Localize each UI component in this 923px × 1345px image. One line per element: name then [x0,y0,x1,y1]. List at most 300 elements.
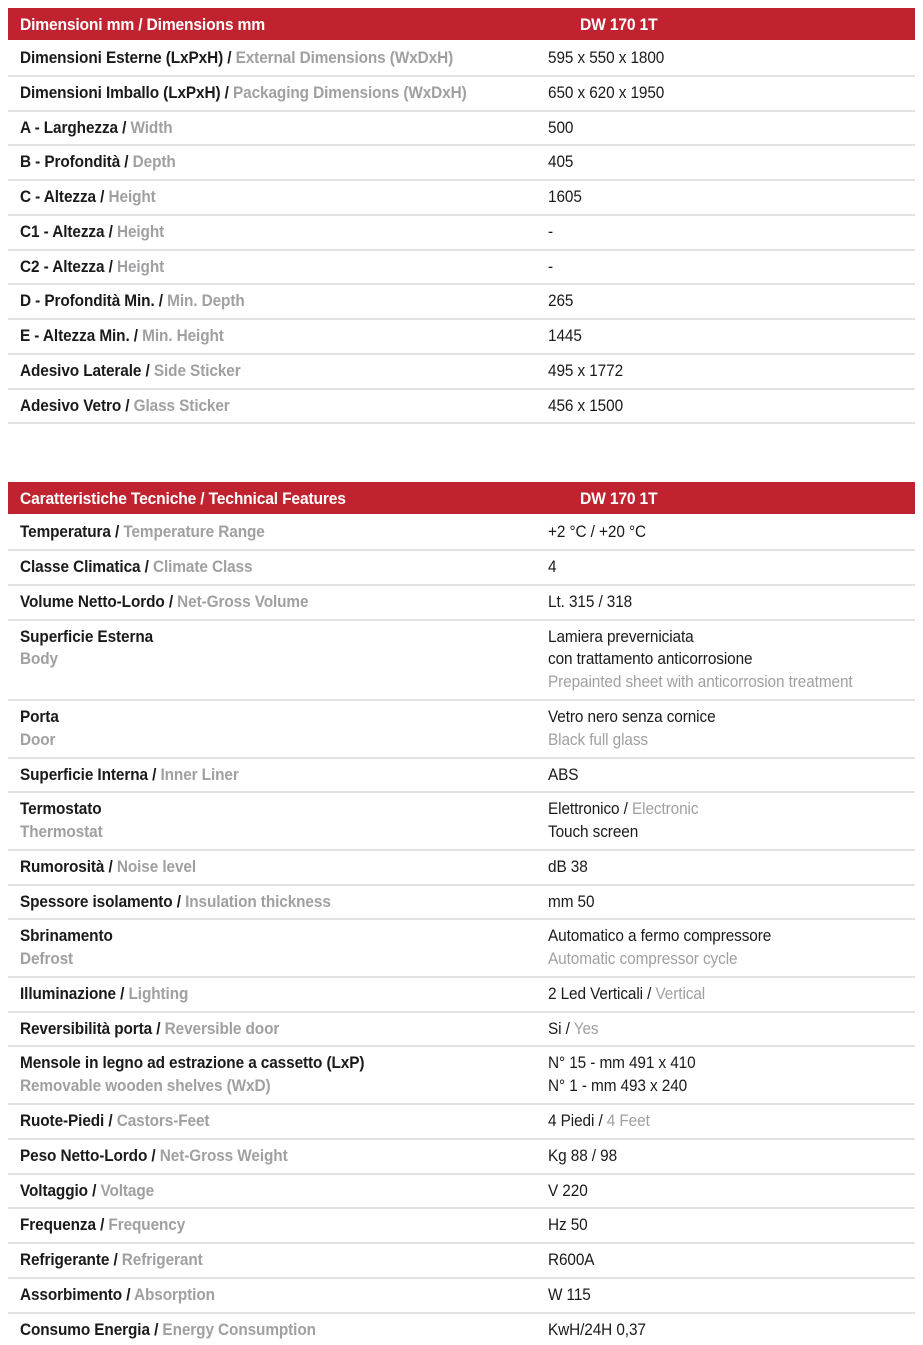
label-separator: / [164,592,178,611]
row-value-cell [548,1145,915,1168]
row-value-cell [548,925,915,971]
label-text-en: Climate Class [153,558,253,577]
label-text-en: Castors-Feet [116,1111,210,1130]
row-label-cell [20,1018,548,1041]
label-text-en: Removable wooden shelves (WxD) [20,1077,271,1096]
value-line [548,1145,889,1168]
row-label-cell [20,1145,548,1168]
value-line [548,671,889,694]
value-line [548,117,889,140]
label-line [20,856,504,879]
value-line [548,1284,889,1307]
label-line [20,1018,504,1041]
label-line [20,798,504,821]
value-text-it: - [548,257,554,276]
table-row [8,112,915,147]
value-text-it: - [548,222,554,241]
label-line [20,47,504,70]
table-row [8,1244,915,1279]
label-text-en: Energy Consumption [162,1320,316,1339]
label-text-en: Height [108,188,156,207]
table-row [8,251,915,286]
row-value-cell [548,591,915,614]
value-text-it: KwH/24H 0,37 [548,1320,646,1339]
label-line [20,256,504,279]
value-text-it: 456 x 1500 [548,396,624,415]
value-line [548,1249,889,1272]
row-label-cell [20,117,548,140]
label-separator: / [172,892,186,911]
table-row [8,793,915,851]
table-row [8,920,915,978]
label-text-en: Net-Gross Weight [159,1146,288,1165]
label-line [20,925,504,948]
label-text-en: Refrigerant [121,1251,203,1270]
value-line [548,925,889,948]
label-text-en: Height [116,257,165,276]
table-gap [0,424,923,482]
table-row [8,1105,915,1140]
table-header-dimensions [8,8,915,40]
label-line [20,821,504,844]
value-line [548,325,889,348]
label-text-en: Inner Liner [160,765,239,784]
label-text-it: Peso Netto-Lordo [20,1146,148,1165]
value-text-it: Elettronico [548,800,620,819]
row-value-cell [548,1214,915,1237]
label-line [20,891,504,914]
value-line [548,856,889,879]
label-line [20,1284,504,1307]
label-text-en: Depth [132,153,176,172]
label-line [20,1214,504,1237]
label-separator: / [104,257,117,276]
label-text-en: Lighting [128,984,189,1003]
label-text-en: Frequency [108,1216,186,1235]
table-row [8,1314,915,1345]
row-label-cell [20,798,548,844]
label-text-it: C - Altezza [20,188,96,207]
value-text-it: 500 [548,118,574,137]
value-text-it: Hz 50 [548,1216,588,1235]
row-value-cell [548,325,915,348]
table-row [8,1140,915,1175]
label-line [20,729,504,752]
row-label-cell [20,47,548,70]
table-row [8,320,915,355]
label-text-en: Reversible door [164,1019,280,1038]
label-separator: / [104,1111,117,1130]
label-text-en: Height [116,222,165,241]
value-line [548,1018,889,1041]
value-text-en: Vertical [655,984,706,1003]
table-row [8,851,915,886]
row-value-cell [548,856,915,879]
row-label-cell [20,1052,548,1098]
label-text-it: Assorbimento [20,1285,123,1304]
row-label-cell [20,521,548,544]
label-separator: / [122,1285,134,1304]
label-separator: / [140,558,154,577]
row-label-cell [20,151,548,174]
value-text-it: 2 Led Verticali [548,984,644,1003]
row-label-cell [20,764,548,787]
label-text-it: Volume Netto-Lordo [20,592,165,611]
label-line [20,360,504,383]
label-line [20,648,504,671]
value-line [548,764,889,787]
value-text-it: 1445 [548,327,582,346]
value-line [548,1319,889,1342]
value-line [548,891,889,914]
row-label-cell [20,290,548,313]
row-value-cell [548,395,915,418]
label-line [20,186,504,209]
value-line [548,290,889,313]
value-text-it: Vetro nero senza cornice [548,708,716,727]
label-line [20,556,504,579]
label-line [20,117,504,140]
value-text-it: ABS [548,765,579,784]
table-row [8,216,915,251]
value-line [548,648,889,671]
value-line [548,1214,889,1237]
label-text-it: Superficie Interna [20,765,148,784]
label-line [20,221,504,244]
label-text-it: Rumorosità [20,857,105,876]
row-value-cell [548,256,915,279]
label-separator: / [154,292,168,311]
row-value-cell [548,626,915,694]
table-row [8,886,915,921]
label-text-en: Body [20,650,58,669]
table-row [8,551,915,586]
label-separator: / [95,1216,109,1235]
value-line [548,798,889,821]
label-separator: / [129,327,143,346]
value-line [548,186,889,209]
label-text-it: Reversibilità porta [20,1019,153,1038]
row-value-cell [548,1284,915,1307]
row-value-cell [548,82,915,105]
row-value-cell [548,798,915,844]
label-separator: / [220,83,234,102]
label-text-it: Ruote-Piedi [20,1111,105,1130]
row-label-cell [20,1214,548,1237]
value-text-it: N° 15 - mm 491 x 410 [548,1054,696,1073]
label-line [20,1145,504,1168]
table-row [8,701,915,759]
label-text-en: Net-Gross Volume [177,592,309,611]
label-line [20,395,504,418]
label-text-en: Thermostat [20,823,103,842]
table-row [8,516,915,551]
label-text-it: Spessore isolamento [20,892,173,911]
table-row [8,1013,915,1048]
label-text-en: Width [130,118,173,137]
row-label-cell [20,186,548,209]
row-label-cell [20,1110,548,1133]
row-label-cell [20,556,548,579]
table-row [8,1279,915,1314]
value-line [548,821,889,844]
row-label-cell [20,891,548,914]
row-label-cell [20,1319,548,1342]
label-separator: / [121,396,134,415]
label-line [20,983,504,1006]
label-line [20,521,504,544]
value-text-it: V 220 [548,1181,588,1200]
value-separator: / [643,984,656,1003]
value-text-it: Kg 88 / 98 [548,1146,618,1165]
value-line [548,948,889,971]
label-text-en: Min. Height [142,327,224,346]
row-label-cell [20,706,548,752]
label-text-it: Refrigerante [20,1251,110,1270]
label-separator: / [110,523,124,542]
label-text-en: Packaging Dimensions (WxDxH) [233,83,467,102]
value-text-en: Automatic compressor cycle [548,950,738,969]
row-value-cell [548,1180,915,1203]
label-separator: / [147,1146,160,1165]
label-line [20,290,504,313]
table-row [8,621,915,701]
row-value-cell [548,1110,915,1133]
label-text-en: Insulation thickness [185,892,331,911]
value-line [548,706,889,729]
row-value-cell [548,891,915,914]
value-text-en: Prepainted sheet with anticorrosion treatment [548,673,853,692]
table-row [8,355,915,390]
value-line [548,1075,889,1098]
label-separator: / [149,1320,163,1339]
row-value-cell [548,47,915,70]
label-text-en: Absorption [133,1285,215,1304]
row-label-cell [20,1180,548,1203]
row-label-cell [20,1284,548,1307]
value-text-it: mm 50 [548,892,595,911]
spec-table-technical-features [8,482,915,1345]
value-text-it: 265 [548,292,574,311]
value-text-it: 4 [548,558,557,577]
value-line [548,395,889,418]
table-row [8,42,915,77]
header-model: DW 170 1T [580,488,658,508]
label-text-en: Door [20,730,56,749]
value-text-en: Black full glass [548,730,649,749]
value-text-it: con trattamento anticorrosione [548,650,753,669]
value-line [548,729,889,752]
row-value-cell [548,221,915,244]
label-text-it: Adesivo Vetro [20,396,122,415]
label-separator: / [147,765,161,784]
row-value-cell [548,186,915,209]
value-text-it: 595 x 550 x 1800 [548,49,665,67]
label-text-en: Defrost [20,950,74,969]
label-separator: / [104,857,117,876]
label-separator: / [104,222,117,241]
label-text-it: Consumo Energia [20,1320,150,1339]
label-separator: / [141,361,154,380]
table-row [8,978,915,1013]
value-line [548,626,889,649]
label-text-it: E - Altezza Min. [20,327,130,346]
header-title: Dimensioni mm / Dimensions mm [20,14,265,34]
label-text-it: C1 - Altezza [20,222,105,241]
value-line [548,1052,889,1075]
row-value-cell [548,764,915,787]
value-text-it: Si [548,1019,562,1038]
table-row [8,759,915,794]
label-text-it: Classe Climatica [20,558,141,577]
table-row [8,285,915,320]
row-value-cell [548,1052,915,1098]
value-separator: / [594,1111,607,1130]
row-label-cell [20,626,548,672]
value-line [548,82,889,105]
table-row [8,1175,915,1210]
value-text-it: 4 Piedi [548,1111,595,1130]
label-text-en: External Dimensions (WxDxH) [235,49,454,67]
value-line [548,151,889,174]
value-line [548,983,889,1006]
label-text-it: Superficie Esterna [20,627,154,646]
label-line [20,325,504,348]
label-text-en: Side Sticker [153,361,241,380]
row-label-cell [20,82,548,105]
table-row [8,1047,915,1105]
value-line [548,221,889,244]
row-label-cell [20,221,548,244]
label-separator: / [87,1181,101,1200]
label-text-it: Porta [20,708,59,727]
value-line [548,556,889,579]
row-value-cell [548,1319,915,1342]
label-line [20,82,504,105]
label-text-it: Adesivo Laterale [20,361,142,380]
label-separator: / [120,153,133,172]
label-separator: / [152,1019,165,1038]
label-text-it: Illuminazione [20,984,116,1003]
table-body [8,42,915,424]
label-line [20,1180,504,1203]
table-row [8,586,915,621]
label-line [20,1110,504,1133]
header-model: DW 170 1T [580,14,658,34]
value-separator: / [561,1019,574,1038]
label-line [20,764,504,787]
label-line [20,1249,504,1272]
value-line [548,1110,889,1133]
tables-root [0,8,923,1345]
label-separator: / [115,984,129,1003]
value-separator: / [619,800,632,819]
label-line [20,151,504,174]
row-label-cell [20,325,548,348]
value-text-it: Lt. 315 / 318 [548,592,633,611]
value-line [548,360,889,383]
row-value-cell [548,290,915,313]
spec-table-dimensions [8,8,915,424]
value-text-it: 1605 [548,188,582,207]
row-label-cell [20,591,548,614]
row-value-cell [548,556,915,579]
label-text-it: Frequenza [20,1216,96,1235]
label-line [20,1319,504,1342]
value-text-it: Automatico a fermo compressore [548,927,772,946]
table-row [8,181,915,216]
row-value-cell [548,1018,915,1041]
label-line [20,1075,504,1098]
label-line [20,706,504,729]
row-value-cell [548,983,915,1006]
row-value-cell [548,117,915,140]
table-row [8,390,915,425]
label-line [20,591,504,614]
label-text-it: Dimensioni Imballo (LxPxH) [20,83,221,102]
value-line [548,521,889,544]
table-header-technical-features [8,482,915,514]
row-label-cell [20,925,548,971]
label-line [20,1052,504,1075]
label-text-it: Sbrinamento [20,927,113,946]
row-value-cell [548,706,915,752]
row-label-cell [20,395,548,418]
label-separator: / [223,49,236,67]
label-text-it: C2 - Altezza [20,257,105,276]
table-row [8,1209,915,1244]
row-label-cell [20,360,548,383]
label-text-en: Temperature Range [123,523,265,542]
value-text-it: Lamiera preverniciata [548,627,694,646]
value-text-en: Electronic [631,800,699,819]
label-text-it: D - Profondità Min. [20,292,155,311]
value-line [548,47,889,70]
value-line [548,1180,889,1203]
value-text-it: N° 1 - mm 493 x 240 [548,1077,688,1096]
value-line [548,256,889,279]
value-text-it: 495 x 1772 [548,361,624,380]
value-text-it: W 115 [548,1285,591,1304]
value-text-it: dB 38 [548,857,588,876]
row-label-cell [20,256,548,279]
row-label-cell [20,856,548,879]
label-separator: / [95,188,109,207]
label-text-it: Voltaggio [20,1181,88,1200]
value-text-it: 405 [548,153,574,172]
label-line [20,948,504,971]
table-row [8,146,915,181]
label-text-it: Termostato [20,800,102,819]
label-separator: / [117,118,131,137]
table-body [8,516,915,1345]
table-row [8,77,915,112]
value-text-it: +2 °C / +20 °C [548,523,646,542]
row-label-cell [20,983,548,1006]
label-text-it: Dimensioni Esterne (LxPxH) [20,49,224,67]
row-value-cell [548,521,915,544]
label-text-it: A - Larghezza [20,118,118,137]
header-title: Caratteristiche Tecniche / Technical Features [20,488,346,508]
label-text-en: Glass Sticker [133,396,230,415]
value-text-it: Touch screen [548,823,639,842]
value-text-en: Yes [573,1019,599,1038]
label-text-en: Noise level [116,857,197,876]
row-value-cell [548,151,915,174]
value-text-it: 650 x 620 x 1950 [548,83,665,102]
label-line [20,626,504,649]
value-text-en: 4 Feet [606,1111,650,1130]
